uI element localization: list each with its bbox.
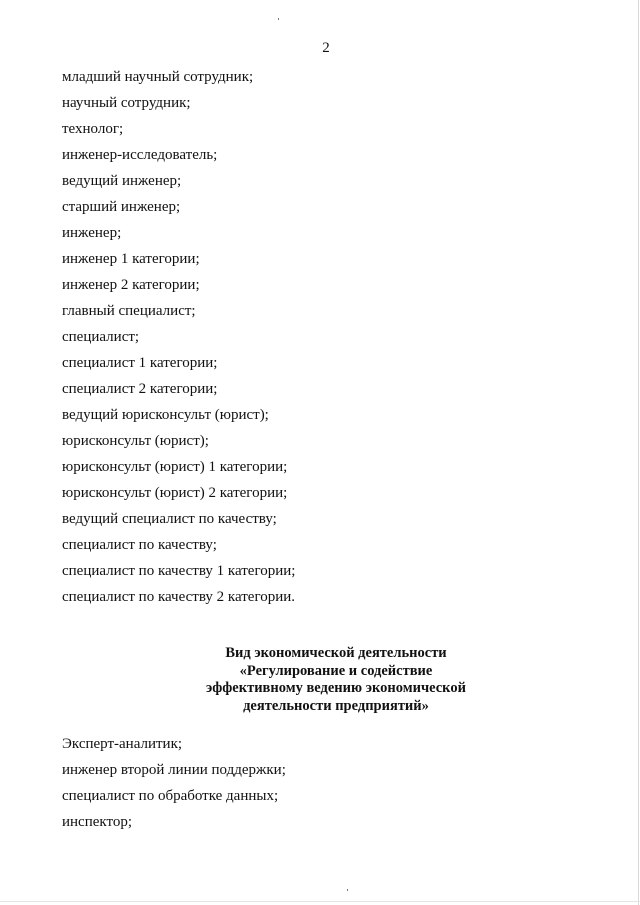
section-heading-line: «Регулирование и содействие — [239, 662, 433, 679]
list-item: технолог; — [62, 121, 124, 137]
list-item: инженер второй линии поддержки; — [62, 762, 286, 778]
list-item: специалист 1 категории; — [62, 355, 218, 371]
list-item: инспектор; — [62, 814, 133, 830]
list-item: ведущий инженер; — [62, 173, 182, 189]
list-item: ведущий специалист по качеству; — [62, 511, 277, 527]
list-item: юрисконсульт (юрист); — [62, 433, 209, 449]
page-number: 2 — [322, 40, 330, 56]
list-item: специалист по качеству 2 категории. — [62, 589, 296, 605]
list-item: специалист; — [62, 329, 140, 345]
scan-edge — [0, 901, 640, 902]
list-item: специалист по обработке данных; — [62, 788, 279, 804]
scan-speck — [278, 18, 279, 20]
list-item: старший инженер; — [62, 199, 181, 215]
position-list — [62, 68, 295, 614]
list-item: ведущий юрисконсульт (юрист); — [62, 407, 269, 423]
section-heading-line: Вид экономической деятельности — [225, 645, 447, 661]
list-item: инженер-исследователь; — [62, 147, 218, 163]
list-item: инженер 2 категории; — [62, 277, 200, 293]
section-heading — [0, 645, 640, 715]
position-list — [62, 735, 286, 839]
list-item: специалист по качеству; — [62, 537, 217, 553]
list-item: научный сотрудник; — [62, 95, 191, 111]
list-item: инженер; — [62, 225, 122, 241]
list-item: инженер 1 категории; — [62, 251, 200, 267]
list-item: специалист 2 категории; — [62, 381, 218, 397]
list-item: главный специалист; — [62, 303, 196, 319]
list-item: специалист по качеству 1 категории; — [62, 563, 296, 579]
list-item: Эксперт-аналитик; — [62, 736, 183, 752]
list-item: младший научный сотрудник; — [62, 69, 254, 85]
section-heading-line: эффективному ведению экономической — [206, 680, 466, 696]
list-item: юрисконсульт (юрист) 1 категории; — [62, 459, 288, 475]
scan-speck — [347, 889, 348, 891]
scan-edge — [638, 0, 639, 905]
section-heading-line: деятельности предприятий» — [243, 697, 429, 714]
list-item: юрисконсульт (юрист) 2 категории; — [62, 485, 288, 501]
